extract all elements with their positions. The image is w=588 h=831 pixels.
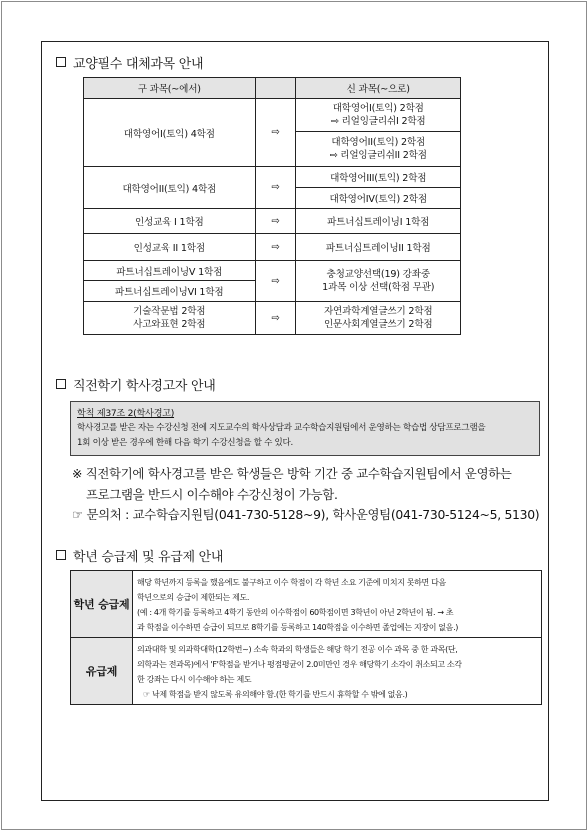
arrow-icon: ⇨ — [255, 209, 296, 234]
table-row — [71, 638, 542, 705]
regulation-text-line: 1회 이상 받은 경우에 한해 다음 학기 수강신청을 할 수 있다. — [77, 438, 293, 448]
square-bullet-icon — [56, 379, 66, 389]
notice-line: 프로그램을 반드시 이수해야 수강신청이 가능함. — [86, 487, 338, 502]
old-course-cell: 대학영어II(토익) 4학점 — [84, 167, 256, 209]
table-row — [84, 209, 461, 234]
old-course-cell: 인성교육 II 1학점 — [84, 234, 256, 261]
substitute-courses-table — [83, 77, 461, 335]
arrow-icon: ⇨ — [255, 234, 296, 261]
new-course-cell: 대학영어I(토익) 2학점 ⇨ 리얼잉글리쉬I 2학점 — [296, 99, 461, 132]
arrow-icon: ⇨ — [255, 261, 296, 302]
header-new-course: 신 과목(~으로) — [296, 78, 461, 99]
contact-line: ☞ 문의처 : 교수학습지원팀(041-730-5128~9), 학사운영팀(041-730-5124~5, 5130) — [72, 507, 540, 522]
row-description: 해당 학년까지 등록을 했음에도 불구하고 이수 학점이 각 학년 소요 기준에 미치지 못하면 다음 학년으로의 승급이 제한되는 제도. (예 : 4개 학기를 등록하고 4학기 동안의 이수학점이 60학점이면 3학년이 아닌 2학년이 됨. → 초 과 학점을 이수하면 승급이 되므로 8학기를 등록하고 140학점을 이수하면 졸업에는 지장이 없음.) — [133, 571, 542, 638]
new-course-cell: 충청교양선택(19) 강좌중 1과목 이상 선택(학점 무관) — [296, 261, 461, 302]
new-course-cell: 대학영어IV(토익) 2학점 — [296, 188, 461, 209]
new-course-cell: 파트너십트레이닝II 1학점 — [296, 234, 461, 261]
square-bullet-icon — [56, 57, 66, 67]
table-row — [71, 571, 542, 638]
section-title-substitute-courses: 교양필수 대체과목 안내 — [56, 53, 203, 72]
old-course-cell: 인성교육 I 1학점 — [84, 209, 256, 234]
promotion-system-table — [70, 570, 542, 705]
section-title-promotion-system: 학년 승급제 및 유급제 안내 — [56, 546, 223, 565]
row-heading: 유급제 — [71, 638, 133, 705]
old-course-cell: 파트너십트레이닝V 1학점 — [84, 261, 256, 281]
new-course-cell: 파트너십트레이닝I 1학점 — [296, 209, 461, 234]
notice-line: ※ 직전학기에 학사경고를 받은 학생들은 방학 기간 중 교수학습지원팀에서 운영하는 — [72, 466, 512, 481]
old-course-cell: 파트너십트레이닝VI 1학점 — [84, 281, 256, 302]
arrow-icon: ⇨ — [255, 302, 296, 335]
regulation-text-line: 학사경고를 받은 자는 수강신청 전에 지도교수의 학사상담과 교수학습지원팀에서 운영하는 학습법 상담프로그램을 — [77, 423, 486, 433]
arrow-icon: ⇨ — [255, 99, 296, 167]
table-row — [84, 167, 461, 188]
new-course-cell: 대학영어III(토익) 2학점 — [296, 167, 461, 188]
new-course-cell: 자연과학계열글쓰기 2학점 인문사회계열글쓰기 2학점 — [296, 302, 461, 335]
table-row — [84, 99, 461, 132]
section-title-academic-warning: 직전학기 학사경고자 안내 — [56, 375, 216, 394]
header-old-course: 구 과목(~에서) — [84, 78, 256, 99]
square-bullet-icon — [56, 550, 66, 560]
regulation-note-box — [70, 401, 540, 456]
old-course-cell: 기술작문법 2학점 사고와표현 2학점 — [84, 302, 256, 335]
row-heading: 학년 승급제 — [71, 571, 133, 638]
new-course-cell: 대학영어II(토익) 2학점 ⇨ 리얼잉글리쉬II 2학점 — [296, 132, 461, 167]
table-header-row — [84, 78, 461, 99]
row-description: 의과대학 및 의과학대학(12학번~) 소속 학과의 학생들은 해당 학기 전공 이수 과목 중 한 과목(단, 의학과는 전과목)에서 'F'학점을 받거나 평점평균이 2.0미만인 경우 해당학기 소각이 취소되고 소각 한 강좌는 다시 이수해야 하는 제도 ☞ 낙제 학점을 받지 않도록 유의해야 함.(한 학기를 반드시 휴학할 수 밖에 없음.) — [133, 638, 542, 705]
table-row — [84, 234, 461, 261]
table-row — [84, 261, 461, 281]
regulation-heading: 학칙 제37조 2(학사경고) — [77, 408, 175, 419]
old-course-cell: 대학영어I(토익) 4학점 — [84, 99, 256, 167]
table-row — [84, 302, 461, 335]
arrow-icon: ⇨ — [255, 167, 296, 209]
